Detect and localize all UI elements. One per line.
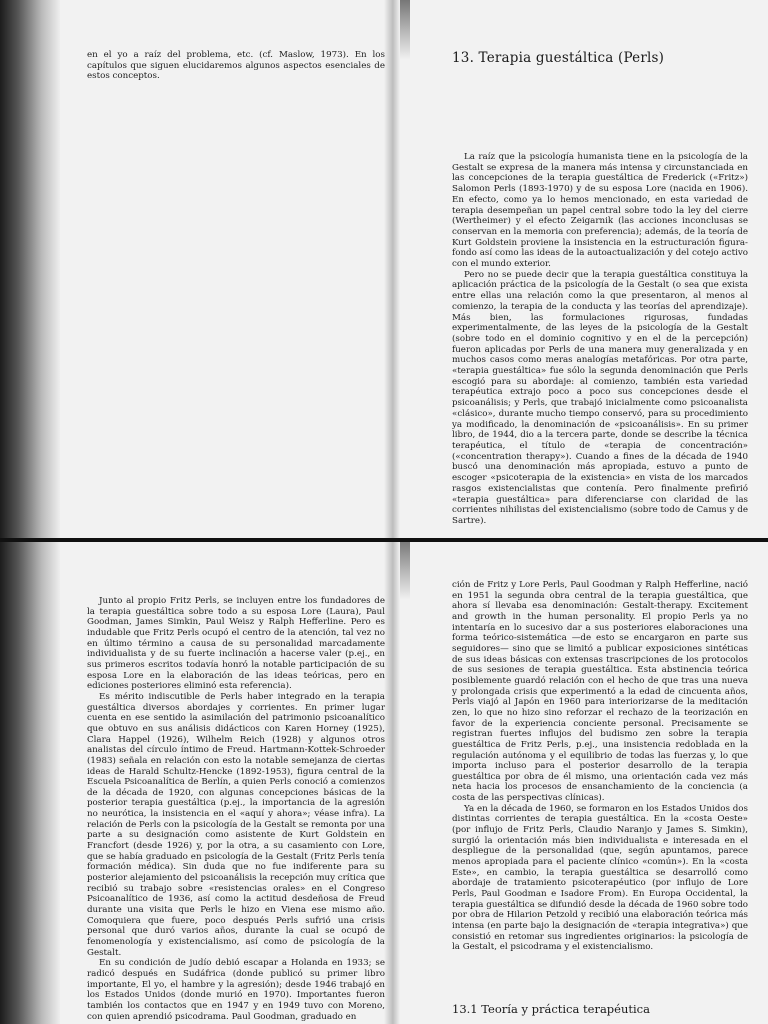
page-top-left bbox=[0, 0, 400, 540]
paragraph: Pero no se puede decir que la terapia guestáltica constituya la aplicación práctica de la psicología de la Gestalt (o sea que exista entre ellas una relación como la que presentaron, al menos al comienzo, la terapia de la conducta y las teorías del aprendizaje). Más bien, las formulaciones rigurosas, fundadas experimentalmente, de las leyes de la psicología de la Gestalt (sobre todo en el dominio cognitivo y en el de la percepción) fueron aplicadas por Perls de una manera muy generalizada y en muchos casos como meras analogías metafóricas. Por otra parte, «terapia guestáltica» fue sólo la segunda denominación que Perls escogió para su abordaje: al comienzo, también esta variedad terapéutica extrajo poco a poco sus concepciones desde el psicoanálisis; y Perls, que trabajó inicialmente como psicoanalista «clásico», durante mucho tiempo conservó, para su procedimiento ya modificado, la denominación de «psicoanálisis». En su primer libro, de 1944, dio a la tercera parte, donde se describe la técnica terapéutica, el título de «terapia de concentración» («concentration therapy»). Cuando a fines de la década de 1940 buscó una denominación más apropiada, estuvo a punto de escoger «psicoterapia de la existencia» en vista de los marcados rasgos existencialistas que contenía. Pero finalmente prefirió «terapia guestáltica» para diferenciarse con claridad de las corrientes nihilistas del existencialismo (sobre todo de Camus y de Sartre). bbox=[452, 269, 748, 526]
text-block bbox=[452, 580, 748, 953]
page-bottom-right bbox=[400, 540, 768, 1024]
paragraph: La raíz que la psicología humanista tiene en la psicología de la Gestalt se expresa de la manera más intensa y circunstanciada en las concepciones de la terapia guestáltica de Frederick («Fritz») Salomon Perls (1893-1970) y de su esposa Lore (nacida en 1906). En efecto, como ya lo hemos mencionado, en esta variedad de terapia desempeñan un papel central sobre todo la ley del cierre (Wertheimer) y el efecto Zeigarnik (las acciones inconclusas se conservan en la memoria con preferencia); además, de la teoría de Kurt Goldstein proviene la insistencia en la estructuración figura-fondo así como las ideas de la autoactualización y del cotejo activo con el mundo exterior. bbox=[452, 152, 748, 270]
paragraph: Es mérito indiscutible de Perls haber integrado en la terapia guestáltica diversos abordajes y corrientes. En primer lugar cuenta en ese sentido la asimilación del patrimonio psicoanalítico que obtuvo en sus análisis didácticos con Karen Horney (1925), Clara Happel (1926), Wilhelm Reich (1928) y algunos otros analistas del círculo íntimo de Freud. Hartmann-Kottek-Schroeder (1983) señala en relación con esto la notable semejanza de ciertas ideas de Harald Schultz-Hencke (1892-1953), figura central de la Escuela Psicoanalítica de Berlín, a quien Perls conoció a comienzos de la década de 1920, con algunas concepciones básicas de la posterior terapia guestáltica (p.ej., la importancia de la agresión no neurótica, la insistencia en el «aquí y ahora»; véase infra). La relación de Perls con la psicología de la Gestalt se remonta por una parte a su designación como asistente de Kurt Goldstein en Francfort (desde 1926) y, por la otra, a su casamiento con Lore, que se había graduado en psicología de la Gestalt (Fritz Perls tenía formación médica). Sin duda que no fue indiferente para su posterior alejamiento del psicoanálisis la recepción muy crítica que recibió su trabajo sobre «resistencias orales» en el Congreso Psicoanalítico de 1936, así como la actitud desdeñosa de Freud durante una visita que Perls le hizo en Viena ese mismo año. Comoquiera que fuere, poco después Perls sufrió una crisis personal que duró varios años, durante la cual se ocupó de fenomenología y existencialismo, así como de psicología de la Gestalt. bbox=[87, 691, 385, 958]
page-gutter bbox=[384, 540, 400, 1024]
text-block bbox=[87, 596, 385, 1022]
section-title: 13.1 Teoría y práctica terapéutica bbox=[452, 1002, 650, 1016]
page-top-right bbox=[400, 0, 768, 540]
page-gutter bbox=[384, 0, 400, 540]
paragraph: En su condición de judío debió escapar a Holanda en 1933; se radicó después en Sudáfrica (donde publicó su primer libro importante, El yo, el hambre y la agresión); desde 1946 trabajó en los Estados Unidos (donde murió en 1970). Importantes fueron también los contactos que en 1947 y en 1949 tuvo con Moreno, con quien aprendió psicodrama. Paul Goodman, graduado en bbox=[87, 958, 385, 1022]
book-binding-shadow bbox=[0, 540, 60, 1024]
book-binding-shadow bbox=[0, 0, 60, 540]
page-fold-shadow bbox=[400, 0, 410, 60]
paragraph: Ya en la década de 1960, se formaron en los Estados Unidos dos distintas corrientes de terapia guestáltica. En la «costa Oeste» (por influjo de Fritz Perls, Claudio Naranjo y James S. Simkin), surgió la orientación más bien individualista e interesada en el despliegue de la personalidad (que, según apuntamos, parece menos apropiada para el paciente clínico «común»). En la «costa Este», en cambio, la terapia guestáltica se desarrolló como abordaje de tratamiento psicoterapéutico (por influjo de Lore Perls, Paul Goodman e Isadore From). En Europa Occidental, la terapia guestáltica se difundió desde la década de 1960 sobre todo por obra de Hilarion Petzold y recibió una elaboración teórica más intensa (en parte bajo la designación de «terapia integrativa») que consistió en retomar sus ingredientes originarios: la psicología de la Gestalt, el psicodrama y el existencialismo. bbox=[452, 803, 748, 953]
text-block bbox=[452, 152, 748, 527]
paragraph: ción de Fritz y Lore Perls, Paul Goodman y Ralph Hefferline, nació en 1951 la segunda obra central de la terapia guestáltica, que ahora sí llevaba esa denominación: Gestalt-therapy. Excitement and growth in the human personality. El propio Perls ya no intentaría en lo sucesivo dar a sus posteriores elaboraciones una forma teórico-sistemática —de esto se encargaron en parte sus seguidores— sino que se limitó a publicar exposiciones sintéticas de sus ideas básicas con extensas trascripciones de los protocolos de sus sesiones de terapia guestáltica. Esta abstinencia teórica posiblemente guardó relación con el hecho de que tras una nueva y prolongada crisis que experimentó a la edad de cincuenta años, Perls viajó al Japón en 1960 para interiorizarse de la meditación zen, lo que no hizo sino reforzar el rechazo de la teorización en favor de la experiencia conciente personal. Precisamente se registran fuertes influjos del budismo zen sobre la terapia guestáltica de Fritz Perls, p.ej., una insistencia redoblada en la regulación autónoma y el equilibrio de todas las fuerzas y, lo que importa incluso para el posterior desarrollo de la terapia guestáltica por obra de él mismo, una orientación cada vez más neta hacia los procesos de ensanchamiento de la conciencia (a costa de las perspectivas clínicas). bbox=[452, 580, 748, 804]
text-block bbox=[87, 50, 385, 82]
page-bottom-left bbox=[0, 540, 400, 1024]
chapter-title: 13. Terapia guestáltica (Perls) bbox=[452, 50, 665, 66]
paragraph: en el yo a raíz del problema, etc. (cf. Maslow, 1973). En los capítulos que siguen elucidaremos algunos aspectos esenciales de estos conceptos. bbox=[87, 50, 385, 82]
paragraph: Junto al propio Fritz Perls, se incluyen entre los fundadores de la terapia guestáltica sobre todo a su esposa Lore (Laura), Paul Goodman, James Simkin, Paul Weisz y Ralph Hefferline. Pero es indudable que Fritz Perls ocupó el centro de la atención, tal vez no en último término a causa de su personalidad marcadamente individualista y de su fuerte inclinación a hacerse valer (p.ej., en sus primeros escritos todavía honró la notable participación de su esposa Lore en la elaboración de las ideas teóricas, pero en ediciones posteriores eliminó esta referencia). bbox=[87, 596, 385, 692]
scan-seam bbox=[0, 538, 768, 542]
page-fold-shadow bbox=[400, 540, 410, 600]
